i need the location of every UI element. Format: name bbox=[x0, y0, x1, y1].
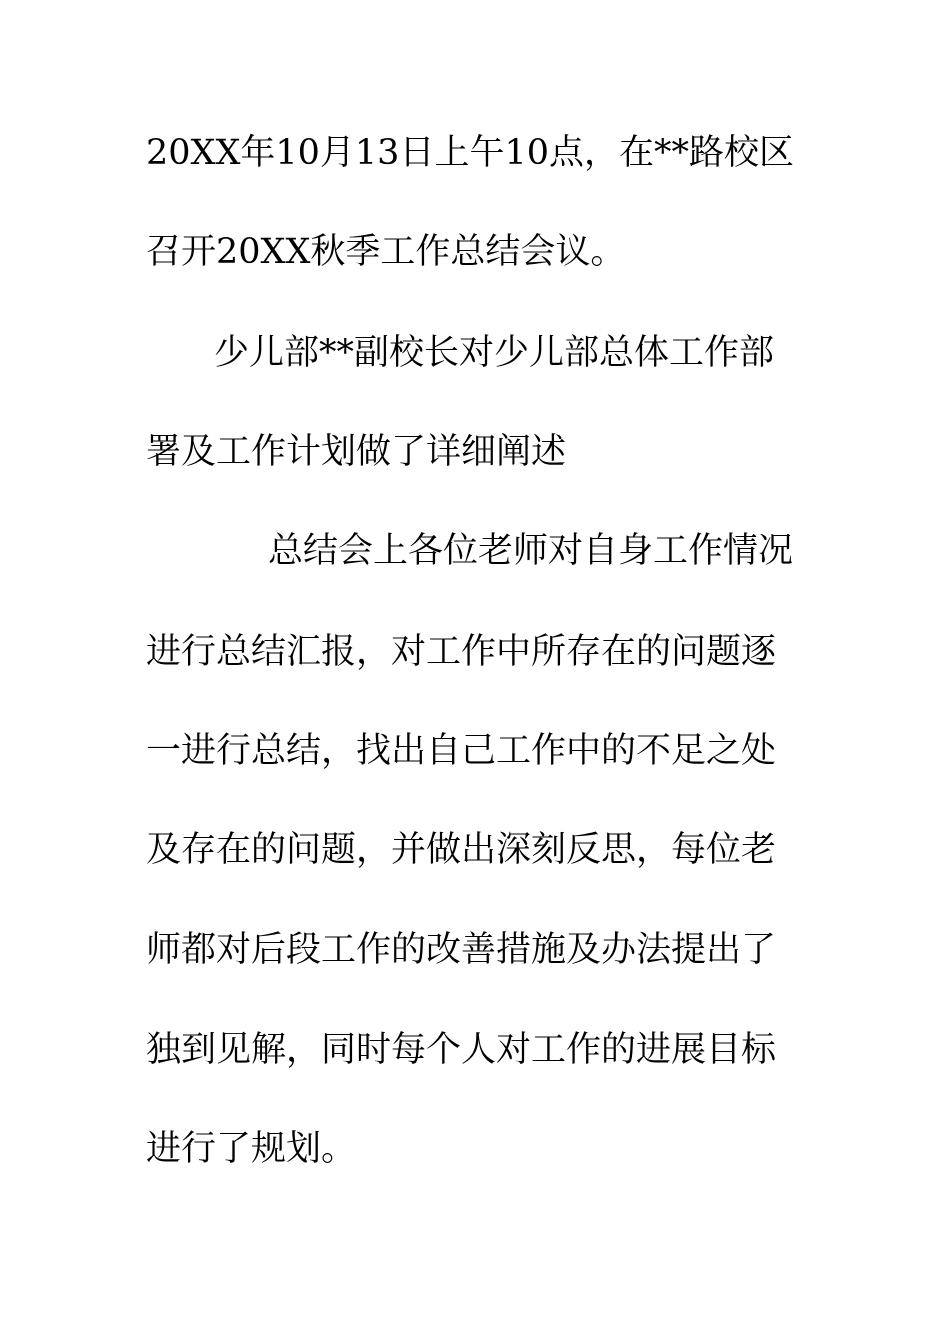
text-line-11: 进行了规划。 bbox=[146, 1129, 357, 1169]
text-line-7: 一进行总结，找出自己工作中的不足之处 bbox=[146, 731, 777, 771]
text-line-9: 师都对后段工作的改善措施及办法提出了 bbox=[146, 930, 777, 970]
text-line-4: 署及工作计划做了详细阐述 bbox=[146, 432, 567, 472]
text-line-6: 进行总结汇报，对工作中所存在的问题逐 bbox=[146, 632, 777, 672]
text-line-5: 总结会上各位老师对自身工作情况 bbox=[268, 531, 794, 571]
text-line-10: 独到见解，同时每个人对工作的进展目标 bbox=[146, 1030, 777, 1070]
text-line-1: 20XX年10月13日上午10点，在**路校区 bbox=[146, 133, 794, 173]
text-line-8: 及存在的问题，并做出深刻反思，每位老 bbox=[146, 830, 777, 870]
text-line-2: 召开20XX秋季工作总结会议。 bbox=[146, 232, 626, 272]
text-line-3: 少儿部**副校长对少儿部总体工作部 bbox=[214, 333, 775, 373]
